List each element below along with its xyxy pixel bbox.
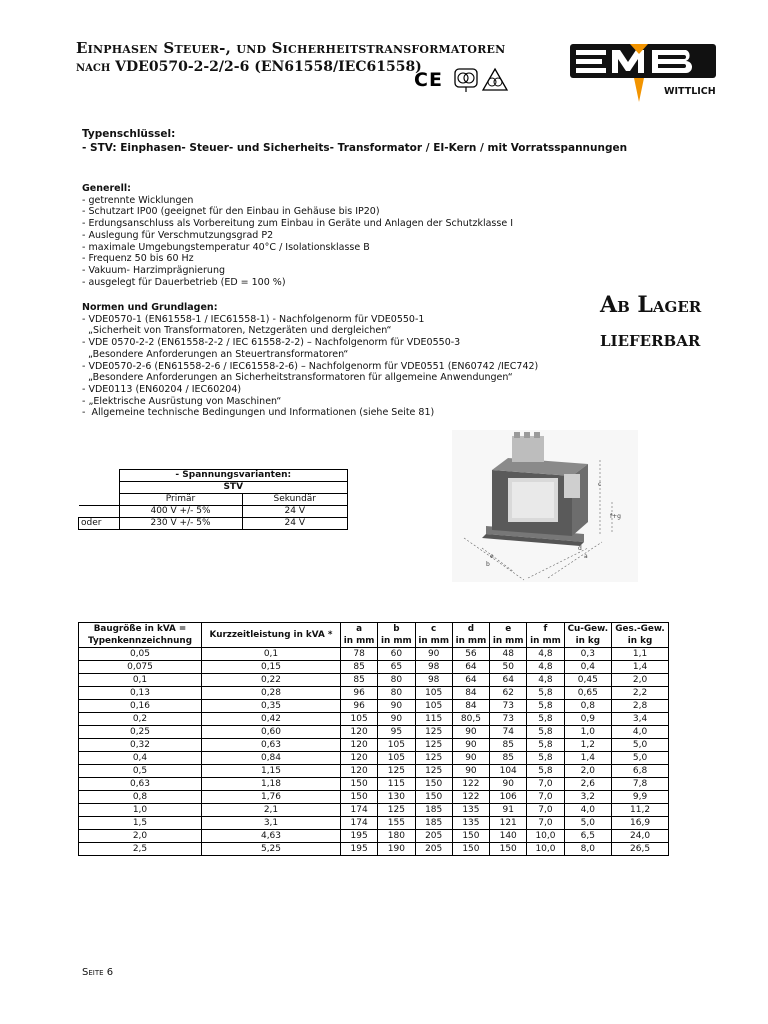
svg-text:E: E [429,69,442,91]
table-cell: 10,0 [527,843,564,856]
table-cell: 4,8 [527,674,564,687]
col-a: a in mm [341,623,378,648]
secondary-label: Sekundär [242,494,348,506]
table-cell: 4,8 [527,661,564,674]
table-cell: 115 [378,778,415,791]
table-cell: 2,8 [612,700,669,713]
table-cell: 190 [378,843,415,856]
table-cell: 5,8 [527,739,564,752]
safety-transformer-mark-icon [455,69,477,92]
list-item: - VDE 0570-2-2 (EN61558-2-2 / IEC 61558-2-2) – Nachfolgenorm für VDE0550-3 [82,337,461,349]
col-f: f in mm [527,623,564,648]
table-cell: 1,76 [202,791,341,804]
col-c: c in mm [415,623,452,648]
list-item: „Besondere Anforderungen an Sicherheitstransformatoren für allgemeine Anwendungen“ [82,372,513,384]
table-cell: 0,65 [564,687,611,700]
spec-table-body [79,648,669,856]
table-row [79,700,669,713]
table-cell: 56 [452,648,489,661]
type-key-heading: Typenschlüssel: [82,128,176,140]
type-key-line: - STV: Einphasen- Steuer- und Sicherheits- Transformator / EI-Kern / mit Vorratsspannungen [82,142,628,154]
table-cell: 50 [490,661,527,674]
col-size: Baugröße in kVA = Typenkennzeichnung [79,623,202,648]
table-cell: 5,8 [527,700,564,713]
table-cell: 1,1 [612,648,669,661]
general-section [82,183,513,288]
table-cell: 9,9 [612,791,669,804]
table-cell: 80 [378,674,415,687]
table-cell: 105 [415,687,452,700]
norms-heading: Normen und Grundlagen: [82,302,218,313]
table-cell: 7,8 [612,778,669,791]
table-cell: 150 [415,778,452,791]
table-cell: 0,15 [202,661,341,674]
table-cell: 106 [490,791,527,804]
table-cell: 125 [415,726,452,739]
table-cell: 90 [490,778,527,791]
table-cell: 104 [490,765,527,778]
table-cell: 5,8 [527,687,564,700]
table-cell: 0,4 [564,661,611,674]
list-item: - Frequenz 50 bis 60 Hz [82,253,194,265]
table-cell: 150 [341,791,378,804]
table-row [79,830,669,843]
table-cell: 0,32 [79,739,202,752]
table-cell: 0,28 [202,687,341,700]
table-cell: 1,2 [564,739,611,752]
col-total-weight: Ges.-Gew. in kg [612,623,669,648]
table-cell: 185 [415,804,452,817]
col-cu-weight: Cu-Gew. in kg [564,623,611,648]
table-cell: 7,0 [527,791,564,804]
table-cell: 0,4 [79,752,202,765]
table-cell: 174 [341,804,378,817]
table-cell: 0,22 [202,674,341,687]
table-cell: 125 [415,752,452,765]
variants-model: STV [119,482,348,494]
logo-accent-arrow-icon [634,78,644,102]
certification-marks [412,66,514,94]
table-cell: 180 [378,830,415,843]
list-item: - VDE0113 (EN60204 / IEC60204) [82,383,242,395]
primary-label: Primär [119,494,242,506]
table-row [79,817,669,830]
table-row [79,791,669,804]
dim-label-a: a [584,553,588,560]
table-cell: 0,9 [564,713,611,726]
table-cell: 195 [341,830,378,843]
table-cell: 10,0 [527,830,564,843]
table-cell: 120 [341,739,378,752]
table-cell: 8,0 [564,843,611,856]
table-cell: 150 [452,843,489,856]
table-cell: 150 [490,843,527,856]
table-cell: 140 [490,830,527,843]
table-cell: 2,5 [79,843,202,856]
table-cell: 6,5 [564,830,611,843]
table-cell: 0,05 [79,648,202,661]
table-row [79,648,669,661]
table-cell: 4,8 [527,648,564,661]
logo-subtitle: WITTLICH [664,86,716,97]
list-item: - maximale Umgebungstemperatur 40°C / Isolationsklasse B [82,241,370,253]
primary-value: 400 V +/- 5% [119,506,242,518]
table-cell: 135 [452,804,489,817]
list-item: - getrennte Wicklungen [82,194,194,206]
table-cell: 62 [490,687,527,700]
table-cell: 0,63 [79,778,202,791]
table-cell: 125 [415,739,452,752]
dim-label-d: d [578,545,582,552]
table-cell: 74 [490,726,527,739]
table-cell: 90 [452,765,489,778]
table-cell: 0,13 [79,687,202,700]
table-cell: 48 [490,648,527,661]
table-cell: 5,0 [564,817,611,830]
svg-text:C: C [414,69,428,91]
table-cell: 5,8 [527,752,564,765]
table-cell: 26,5 [612,843,669,856]
list-item: - VDE0570-2-6 (EN61558-2-6 / IEC61558-2-6) – Nachfolgenorm für VDE0551 (EN60742 /IEC742) [82,360,539,372]
table-cell: 90 [452,739,489,752]
table-cell: 0,2 [79,713,202,726]
list-item: „Sicherheit von Transformatoren, Netzgeräten und dergleichen“ [82,325,392,337]
secondary-value: 24 V [242,518,348,530]
table-cell: 80 [378,687,415,700]
table-cell: 105 [378,739,415,752]
table-cell: 0,84 [202,752,341,765]
table-cell: 1,18 [202,778,341,791]
table-cell: 91 [490,804,527,817]
table-cell: 0,3 [564,648,611,661]
list-item: - Allgemeine technische Bedingungen und Informationen (siehe Seite 81) [82,407,435,419]
table-cell: 7,0 [527,778,564,791]
ce-mark-icon [414,69,442,91]
col-b: b in mm [378,623,415,648]
table-cell: 84 [452,687,489,700]
list-item: - Schutzart IP00 (geeignet für den Einbau in Gehäuse bis IP20) [82,206,380,218]
table-cell: 0,8 [564,700,611,713]
table-cell: 1,4 [564,752,611,765]
table-row [79,661,669,674]
table-row [79,713,669,726]
table-cell: 78 [341,648,378,661]
table-cell: 85 [490,752,527,765]
table-cell: 205 [415,843,452,856]
short-circuit-proof-mark-icon [483,69,507,90]
table-cell: 205 [415,830,452,843]
stock-line-2: lieferbar [600,326,701,352]
table-cell: 64 [452,661,489,674]
table-cell: 2,2 [612,687,669,700]
document-title: Einphasen Steuer-, und Sicherheitstransformatoren [76,39,506,57]
dim-label-e: e [490,553,494,560]
table-cell: 90 [452,752,489,765]
table-cell: 121 [490,817,527,830]
table-cell: 85 [341,661,378,674]
table-cell: 64 [452,674,489,687]
table-cell: 0,8 [79,791,202,804]
table-row [79,506,348,518]
list-item: - Erdungsanschluss als Vorbereitung zum Einbau in Geräte und Anlagen der Schutzklasse I [82,218,514,230]
table-cell: 174 [341,817,378,830]
table-cell: 120 [341,765,378,778]
table-cell: 150 [415,791,452,804]
table-cell: 98 [415,674,452,687]
table-row [79,674,669,687]
table-cell: 90 [415,648,452,661]
table-cell: 2,0 [612,674,669,687]
table-cell: 125 [415,765,452,778]
table-cell: 115 [415,713,452,726]
table-row [79,843,669,856]
table-cell: 73 [490,713,527,726]
table-cell: 1,0 [79,804,202,817]
table-row [79,765,669,778]
table-cell: 5,8 [527,726,564,739]
table-cell: 0,25 [79,726,202,739]
table-cell: 2,6 [564,778,611,791]
table-cell: 90 [452,726,489,739]
table-cell: 60 [378,648,415,661]
table-cell: 4,63 [202,830,341,843]
table-cell: 0,075 [79,661,202,674]
stock-availability [600,288,701,356]
table-cell: 90 [378,713,415,726]
spec-table [78,622,669,856]
emb-logo [568,40,718,106]
list-item: - Auslegung für Verschmutzungsgrad P2 [82,229,274,241]
table-cell: 135 [452,817,489,830]
table-cell: 3,4 [612,713,669,726]
table-cell: 7,0 [527,804,564,817]
table-cell: 24,0 [612,830,669,843]
table-cell: 90 [378,700,415,713]
table-cell: 0,1 [79,674,202,687]
table-cell: 85 [341,674,378,687]
table-cell: 96 [341,700,378,713]
table-cell: 5,8 [527,713,564,726]
table-cell: 0,63 [202,739,341,752]
table-cell: 96 [341,687,378,700]
table-cell: 130 [378,791,415,804]
table-cell: 1,0 [564,726,611,739]
table-cell: 122 [452,791,489,804]
table-cell: 0,1 [202,648,341,661]
list-item: - VDE0570-1 (EN61558-1 / IEC61558-1) - Nachfolgenorm für VDE0550-1 [82,313,425,325]
row-prefix: oder [79,518,120,530]
table-cell: 95 [378,726,415,739]
table-cell: 105 [378,752,415,765]
norms-section [82,302,538,419]
dim-label-fg: f+g [610,513,621,520]
table-cell: 0,45 [564,674,611,687]
table-cell: 125 [378,765,415,778]
table-cell: 2,1 [202,804,341,817]
document-subtitle: nach VDE0570-2-2/2-6 (EN61558/IEC61558) [76,59,422,75]
table-cell: 0,16 [79,700,202,713]
table-cell: 1,15 [202,765,341,778]
table-cell: 1,4 [612,661,669,674]
table-row [79,739,669,752]
table-cell: 80,5 [452,713,489,726]
list-item: - Vakuum- Harzimprägnierung [82,264,226,276]
table-cell: 84 [452,700,489,713]
table-cell: 1,5 [79,817,202,830]
table-cell: 4,0 [612,726,669,739]
table-cell: 195 [341,843,378,856]
table-cell: 65 [378,661,415,674]
table-cell: 122 [452,778,489,791]
dim-label-b: b [486,561,490,568]
table-cell: 105 [415,700,452,713]
table-cell: 0,35 [202,700,341,713]
table-cell: 0,60 [202,726,341,739]
secondary-value: 24 V [242,506,348,518]
table-cell: 3,2 [564,791,611,804]
table-row [79,518,348,530]
table-cell: 185 [415,817,452,830]
table-cell: 5,0 [612,739,669,752]
table-cell: 120 [341,752,378,765]
table-row [79,687,669,700]
dim-label-c: c [598,481,602,488]
table-row [79,752,669,765]
table-cell: 4,0 [564,804,611,817]
primary-value: 230 V +/- 5% [119,518,242,530]
table-cell: 0,42 [202,713,341,726]
table-row [79,726,669,739]
table-row [79,804,669,817]
table-cell: 7,0 [527,817,564,830]
table-cell: 16,9 [612,817,669,830]
table-cell: 5,8 [527,765,564,778]
table-cell: 11,2 [612,804,669,817]
table-cell: 3,1 [202,817,341,830]
table-cell: 150 [452,830,489,843]
list-item: - ausgelegt für Dauerbetrieb (ED = 100 %) [82,276,286,288]
table-cell: 5,0 [612,752,669,765]
table-cell: 120 [341,726,378,739]
table-cell: 155 [378,817,415,830]
list-item: „Besondere Anforderungen an Steuertransformatoren“ [82,348,349,360]
table-cell: 125 [378,804,415,817]
table-header-row [79,623,669,648]
table-cell: 73 [490,700,527,713]
table-cell: 98 [415,661,452,674]
table-cell: 0,5 [79,765,202,778]
row-prefix [79,506,120,518]
transformer-image [452,430,638,582]
table-cell: 6,8 [612,765,669,778]
table-cell: 64 [490,674,527,687]
col-short-term: Kurzzeitleistung in kVA * [202,623,341,648]
general-heading: Generell: [82,183,131,194]
table-cell: 2,0 [564,765,611,778]
table-cell: 2,0 [79,830,202,843]
page-number: Seite 6 [82,967,114,978]
table-cell: 150 [341,778,378,791]
table-cell: 5,25 [202,843,341,856]
stock-line-1: Ab Lager [600,292,702,318]
table-row [79,778,669,791]
col-d: d in mm [452,623,489,648]
table-cell: 105 [341,713,378,726]
list-item: - „Elektrische Ausrüstung von Maschinen“ [82,395,282,407]
variants-title: - Spannungsvarianten: [119,470,348,482]
voltage-variants-table [78,469,348,530]
col-e: e in mm [490,623,527,648]
table-cell: 85 [490,739,527,752]
